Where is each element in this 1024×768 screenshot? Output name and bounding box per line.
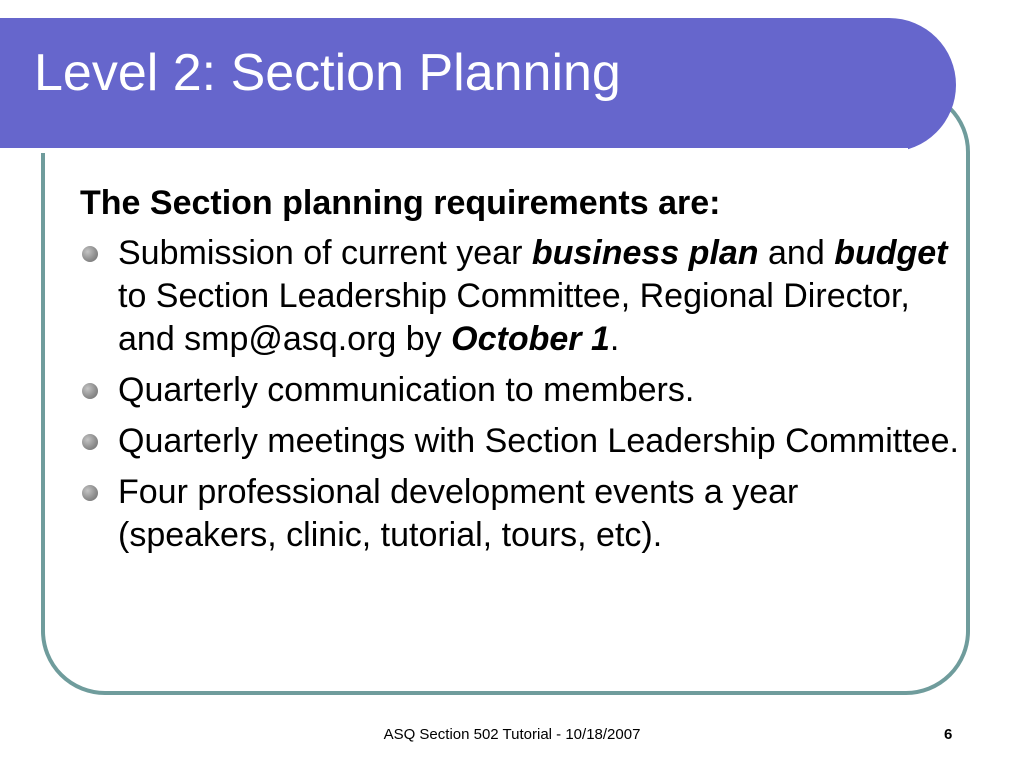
bullet-icon xyxy=(82,383,98,399)
list-item xyxy=(80,471,960,557)
emphasis-deadline: October 1 xyxy=(451,320,610,358)
bullet-text: Submission of current year xyxy=(118,234,532,272)
list-item xyxy=(80,420,960,463)
title-underline xyxy=(0,148,908,153)
bullet-icon xyxy=(82,485,98,501)
slide-body xyxy=(80,182,960,565)
slide-title: Level 2: Section Planning xyxy=(34,44,621,102)
intro-text: The Section planning requirements are: xyxy=(80,184,721,222)
bullet-icon xyxy=(82,434,98,450)
bullet-text: and xyxy=(758,234,835,272)
bullet-text: Quarterly meetings with Section Leadership Committee. xyxy=(118,422,959,460)
emphasis-budget: budget xyxy=(834,234,948,272)
bullet-icon xyxy=(82,246,98,262)
bullet-text: Four professional development events a year (speakers, clinic, tutorial, tours, etc). xyxy=(118,473,799,554)
list-item xyxy=(80,232,960,361)
bullet-text: to Section Leadership Committee, Regional Director, and smp@asq.org by xyxy=(118,277,910,358)
bullet-text: . xyxy=(609,320,620,358)
list-item xyxy=(80,369,960,412)
emphasis-business-plan: business plan xyxy=(531,234,759,272)
footer-text: ASQ Section 502 Tutorial - 10/18/2007 xyxy=(383,726,641,743)
bullet-list xyxy=(80,232,960,557)
bullet-text: Quarterly communication to members. xyxy=(118,371,695,409)
slide-number: 6 xyxy=(944,726,953,743)
